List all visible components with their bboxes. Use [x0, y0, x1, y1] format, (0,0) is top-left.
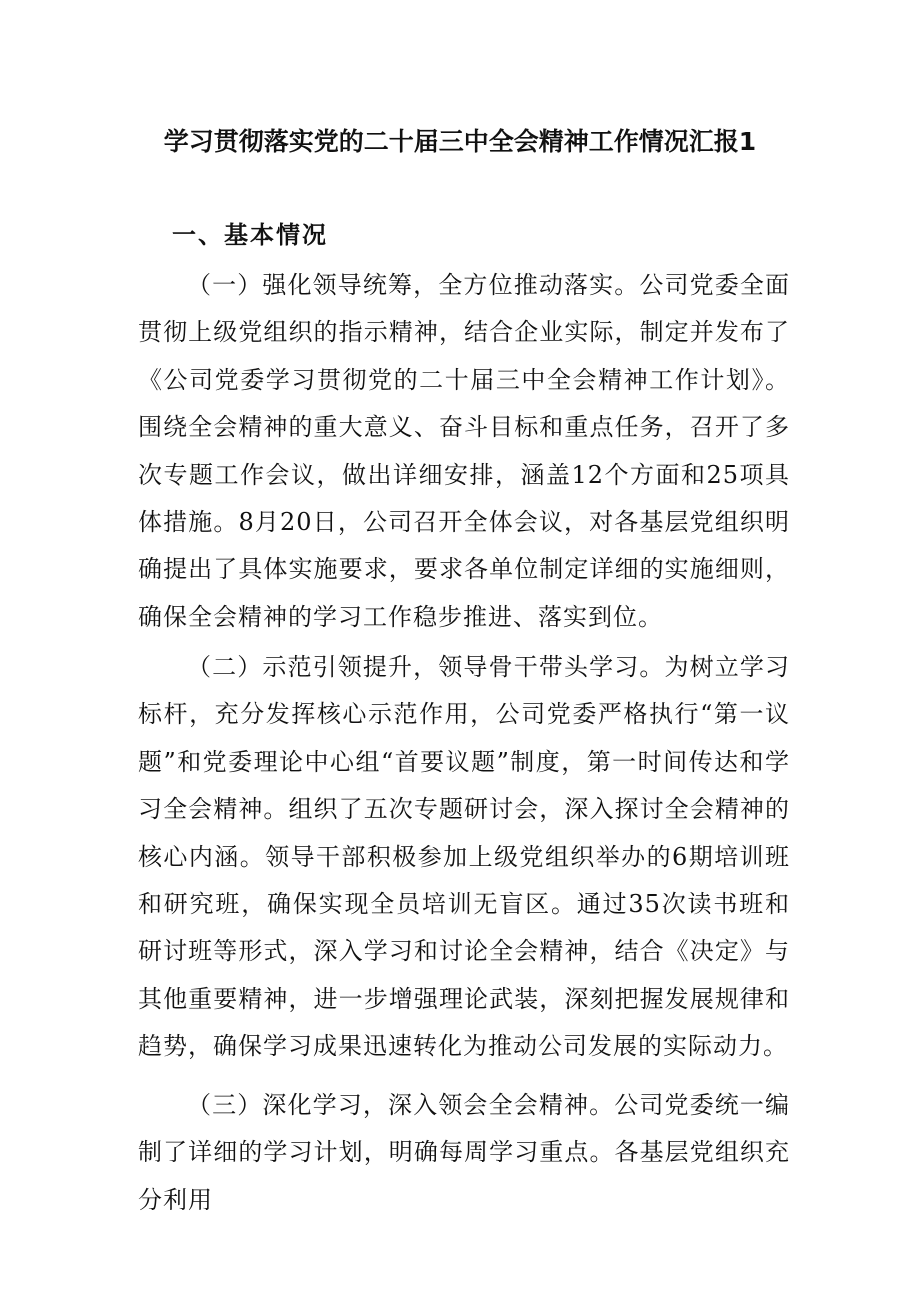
paragraph-3: （三）深化学习，深入领会全会精神。公司党委统一编制了详细的学习计划，明确每周学习重点。各基层党组织充分利用: [138, 1091, 790, 1214]
document-title: 学习贯彻落实党的二十届三中全会精神工作情况汇报1: [163, 127, 757, 156]
paragraph-1: （一）强化领导统筹，全方位推动落实。公司党委全面贯彻上级党组织的指示精神，结合企业实际，制定并发布了《公司党委学习贯彻党的二十届三中全会精神工作计划》。围绕全会精神的重大意义、奋斗目标和重点任务，召开了多次专题工作会议，做出详细安排，涵盖12个方面和25项具体措施。8月20日，公司召开全体会议，对各基层党组织明确提出了具体实施要求，要求各单位制定详细的实施细则，确保全会精神的学习工作稳步推进、落实到位。: [138, 271, 790, 631]
paragraph-2: （二）示范引领提升，领导骨干带头学习。为树立学习标杆，充分发挥核心示范作用，公司党委严格执行“第一议题”和党委理论中心组“首要议题”制度，第一时间传达和学习全会精神。组织了五次专题研讨会，深入探讨全会精神的核心内涵。领导干部积极参加上级党组织举办的6期培训班和研究班，确保实现全员培训无盲区。通过35次读书班和研讨班等形式，深入学习和讨论全会精神，结合《决定》与其他重要精神，进一步增强理论武装，深刻把握发展规律和趋势，确保学习成果迅速转化为推动公司发展的实际动力。: [138, 653, 790, 1061]
section-heading: 一、基本情况: [172, 220, 328, 249]
